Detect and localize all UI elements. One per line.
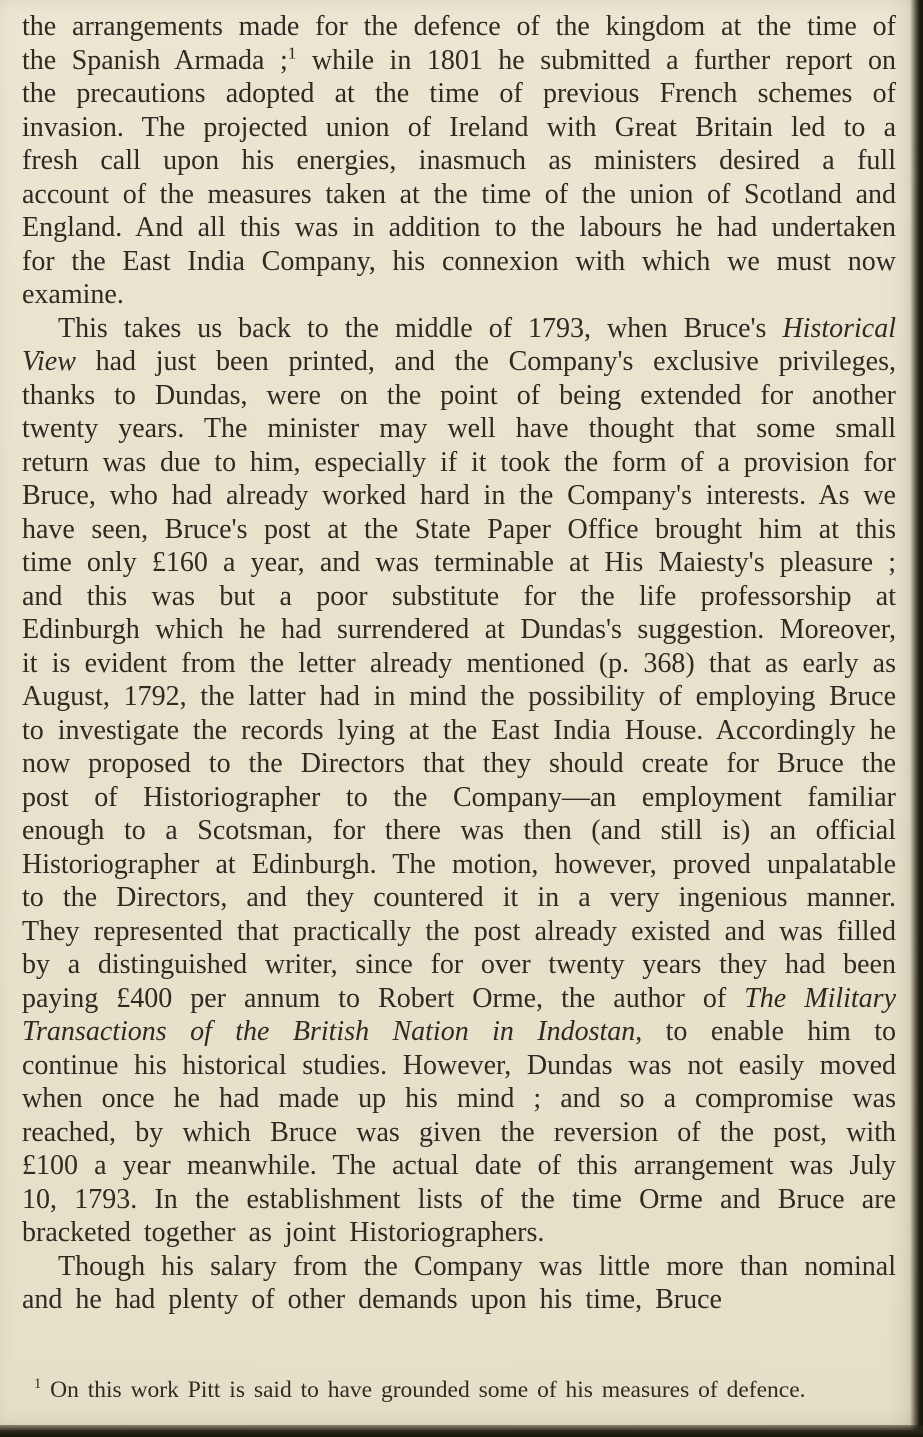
page-edge-bottom [0,1425,923,1437]
footnote-marker: 1 [34,1376,42,1393]
text-run: The Military Transactions of the British Nation in Indostan [22,982,897,1047]
paragraph [22,1250,896,1317]
text-run: had just been printed, and the Company's exclusive privileges, thanks to Dundas, were on the point of being extended for another twenty years. The minister may well have thought that some small return was due to him, especially if it took the form of a provision for Bruce, who had already worked hard in the Company's interests. As we have seen, Bruce's post at the State Paper Office brought him at this time only £160 a year, and was terminable at His Maiesty's pleasure ; and this was but a poor substitute for the life professorship at Edinburgh which he had surrendered at Dundas's suggestion. Moreover, it is evident from the letter already mentioned (p. 368) that as early as August, 1792, the latter had in mind the possibility of employing Bruce to investigate the records lying at the East India House. Accordingly he now proposed to the Directors that they should create for Bruce the post of Historiographer to the Company—an employment familiar enough to a Scotsman, for there was then (and still is) an official Historiographer at Edinburgh. The motion, however, proved unpalatable to the Directors, and they countered it in a very ingenious manner. They represented that practically the post already existed and was filled by a distinguished writer, since for over twenty years they had been paying £400 per annum to Robert Orme, the author of [22,346,896,1014]
page-edge-right [910,0,923,1437]
text-run: , to enable him to continue his historical studies. However, Dundas was not easily moved when once he had made up his mind ; and so a compromise was reached, by which Bruce was given the reversion of the post, with £100 a year meanwhile. The actual date of this arrangement was July 10, 1793. In the establishment lists of the time Orme and Bruce are bracketed together as joint Historiographers. [22,1016,896,1248]
paragraph [22,10,896,312]
text-run: the arrangements made for the defence of the kingdom at the time of the Spanish Armada ; [22,11,896,76]
text-run: while in 1801 he submitted a further report on the precautions adopted at the time of previous French schemes of invasion. The projected union of Ireland with Great Britain led to a fresh call upon his energies, inasmuch as ministers desired a full account of the measures taken at the time of the union of Scotland and England. And all this was in addition to the labours he had undertaken for the East India Company, his connexion with which we must now examine. [22,44,896,310]
text-run: Historical View [22,312,896,377]
footnote [34,1376,890,1404]
text-run: This takes us back to the middle of 1793, when Bruce's [58,312,783,344]
paragraph [22,312,896,1250]
text-run: Though his salary from the Company was little more than nominal and he had plenty of other demands upon his time, Bruce [22,1250,896,1315]
footnote-marker: 1 [287,43,297,63]
page-text [22,10,896,1317]
text-run: On this work Pitt is said to have grounded some of his measures of defence. [41,1377,806,1403]
